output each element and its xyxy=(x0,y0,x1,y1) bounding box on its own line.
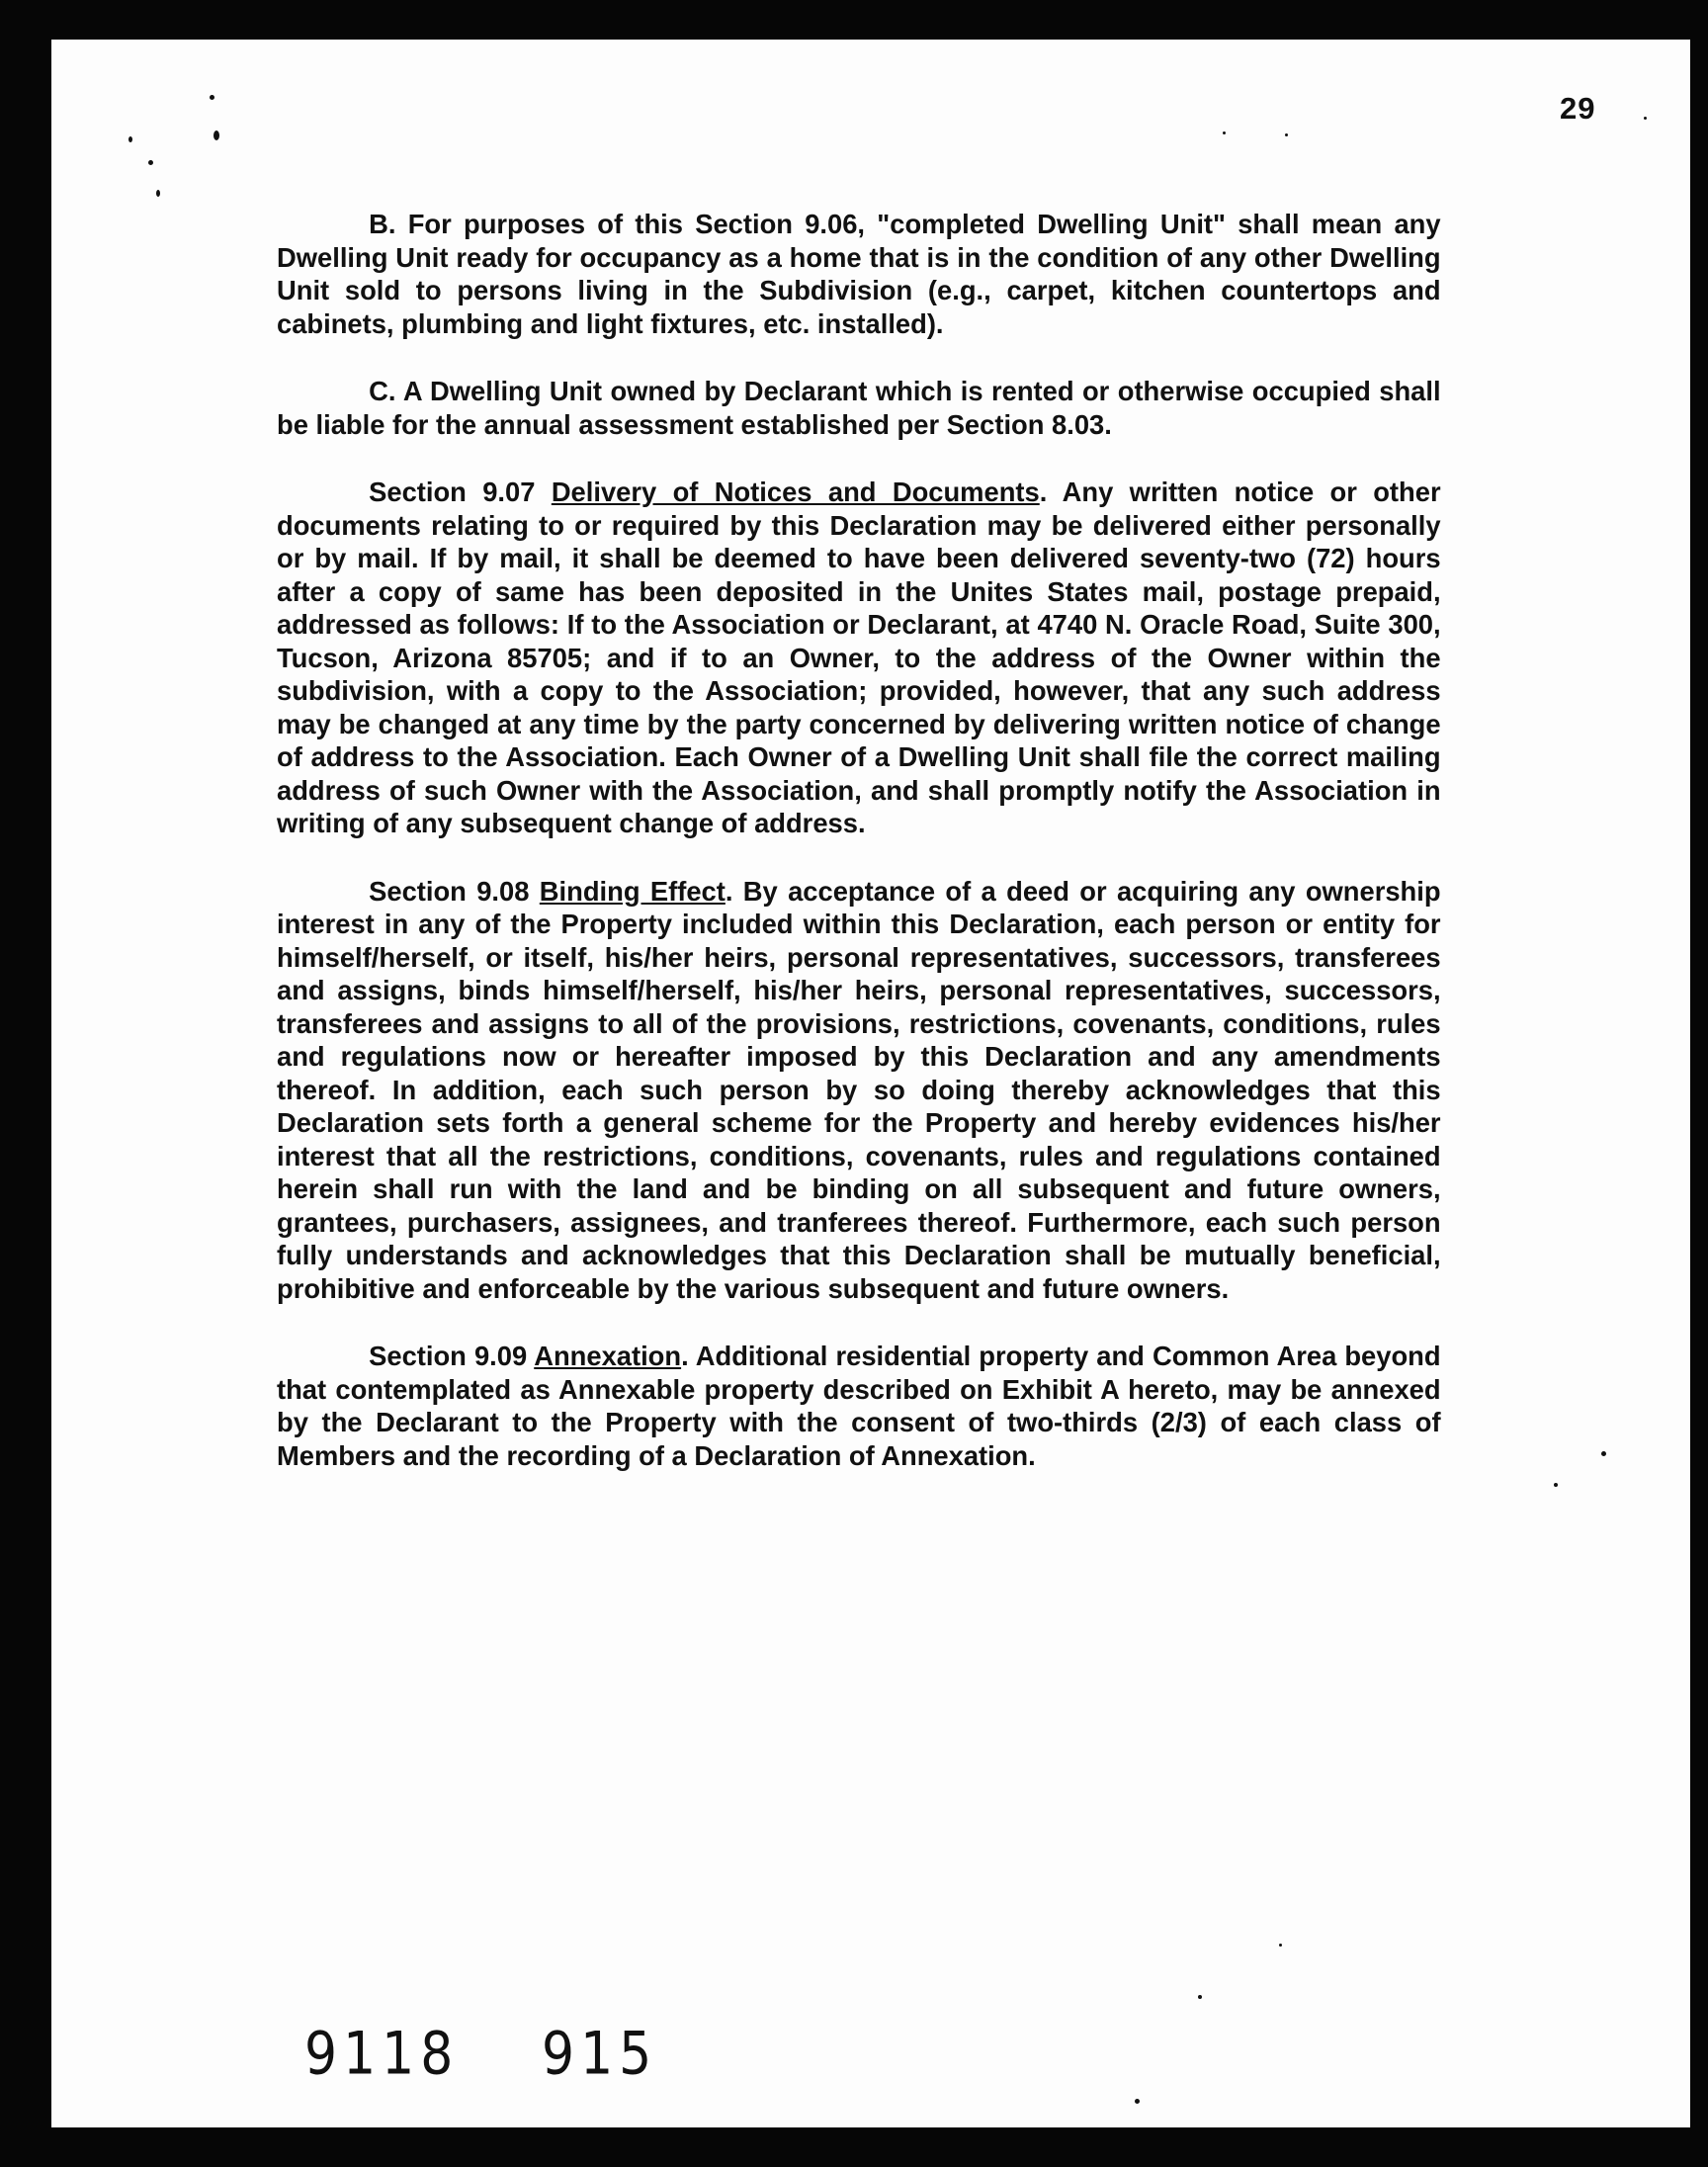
section-9-09-number: Section 9.09 xyxy=(369,1340,535,1371)
scan-speck xyxy=(1601,1451,1606,1456)
section-9-07 xyxy=(277,476,1441,840)
scan-speck xyxy=(210,95,214,100)
section-9-08-title: Binding Effect xyxy=(539,874,726,907)
scan-speck xyxy=(1644,117,1647,120)
footer-stamp-left: 9118 xyxy=(304,2020,460,2089)
section-9-09 xyxy=(277,1340,1441,1472)
section-9-08-body: . By acceptance of a deed or acquiring any ownership interest in any of the Property included within this Declaration, each person or entity for himself/herself, or itself, his/her heirs, personal representatives, successors, transferees and assigns, binds himself/herself, his/her heirs, personal representatives, successors, transferees and assigns to all of the provisions, restrictions, covenants, conditions, rules and regulations now or hereafter imposed by this Declaration and any amendments thereof. In addition, each such person by so doing thereby acknowledges that this Declaration sets forth a general scheme for the Property and hereby evidences his/her interest that all the restrictions, conditions, covenants, rules and regulations contained herein shall run with the land and be binding on all subsequent and future owners, grantees, purchasers, assignees, and tranferees thereof. Furthermore, each such person fully understands and acknowledges that this Declaration shall be mutually beneficial, prohibitive and enforceable by the various subsequent and future owners. xyxy=(277,874,1441,1304)
paragraph-b: B. For purposes of this Section 9.06, "completed Dwelling Unit" shall mean any Dwelling Unit ready for occupancy as a home that is in the condition of any other Dwelling Unit sold to persons living in the Subdivision (e.g., carpet, kitchen countertops and cabinets, plumbing and light fixtures, etc. installed). xyxy=(277,208,1441,339)
section-9-08-number: Section 9.08 xyxy=(369,874,540,907)
section-9-08 xyxy=(277,875,1441,1306)
scan-speck xyxy=(214,130,219,140)
scan-speck xyxy=(148,160,153,165)
section-9-07-number: Section 9.07 xyxy=(369,476,552,507)
scan-speck xyxy=(1554,1483,1558,1487)
scan-speck xyxy=(1198,1995,1202,1999)
section-9-07-title: Delivery of Notices and Documents xyxy=(551,476,1040,507)
footer-stamp-right: 915 xyxy=(542,2020,658,2089)
section-9-07-body: . Any written notice or other documents relating to or required by this Declaration may be delivered either personally or by mail. If by mail, it shall be deemed to have been delivered seventy-two (72) hours after a copy of same has been deposited in the Unites States mail, postage prepaid, addressed as follows: If to the Association or Declarant, at 4740 N. Oracle Road, Suite 300, Tucson, Arizona 85705; and if to an Owner, to the address of the Owner within the subdivision, with a copy to the Association; provided, however, that any such address may be changed at any time by the party concerned by delivering written notice of change of address to the Association. Each Owner of a Dwelling Unit shall file the correct mailing address of such Owner with the Association, and shall promptly notify the Association in writing of any subsequent change of address. xyxy=(277,476,1441,838)
scan-speck xyxy=(1279,1944,1282,1947)
paragraph-c: C. A Dwelling Unit owned by Declarant which is rented or otherwise occupied shall be liable for the annual assessment established per Section 8.03. xyxy=(277,375,1441,440)
document-body xyxy=(277,208,1441,1507)
section-9-09-title: Annexation xyxy=(534,1340,682,1371)
scan-speck xyxy=(1285,133,1288,136)
scan-speck xyxy=(1223,131,1226,134)
scan-speck xyxy=(1135,2099,1140,2104)
scan-speck xyxy=(128,136,132,142)
section-9-09-body: . Additional residential property and Common Area beyond that contemplated as Annexable property described on Exhibit A hereto, may be annexed by the Declarant to the Property with the consent of two-thirds (2/3) of each class of Members and the recording of a Declaration of Annexation. xyxy=(277,1340,1441,1471)
page-number: 29 xyxy=(1560,91,1596,126)
scan-speck xyxy=(156,190,160,197)
